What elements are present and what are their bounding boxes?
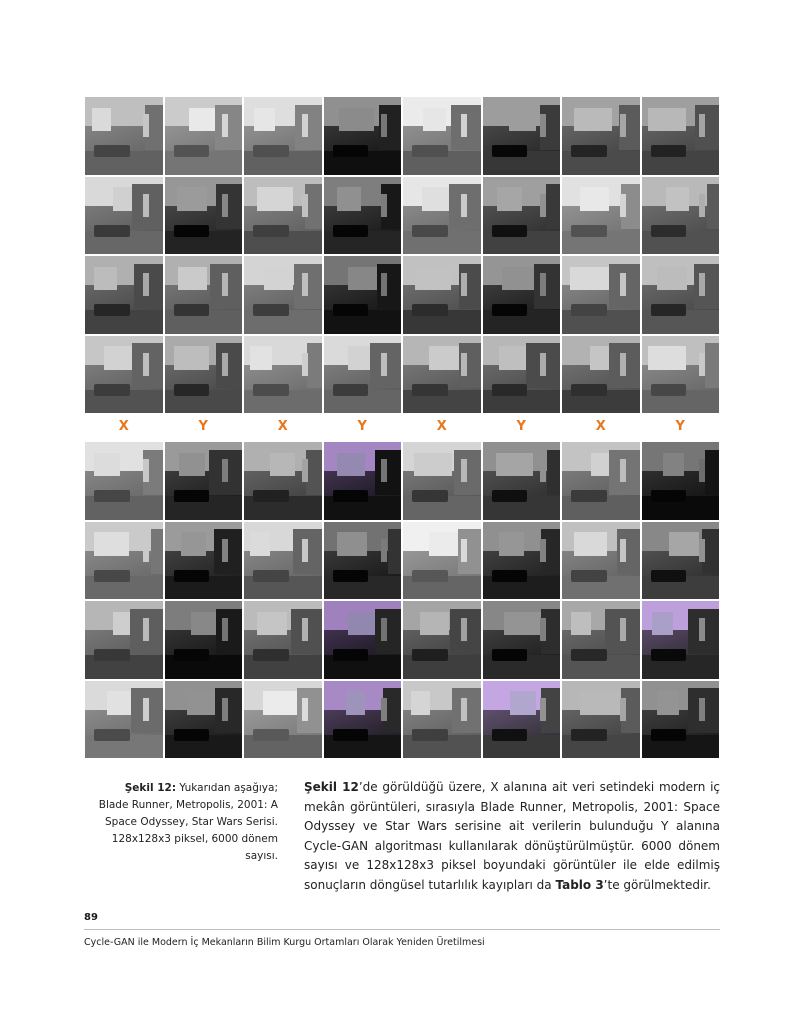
figure-photo (84, 96, 164, 176)
column-label: Y (516, 419, 526, 434)
figure-photo (641, 521, 721, 601)
figure-photo (482, 96, 562, 176)
caption-text: Yukarıdan aşağıya; Blade Runner, Metropolis, 2001: A Space Odyssey, Star Wars Serisi. 128x128x3 piksel, 6000 dönem sayısı. (98, 782, 278, 862)
figure-photo (561, 521, 641, 601)
figure-photo (84, 521, 164, 601)
figure-photo (561, 255, 641, 335)
figure-photo (164, 335, 244, 415)
body-paragraph (304, 778, 720, 895)
figure-photo (323, 441, 403, 521)
figure-photo (164, 441, 244, 521)
figure-photo (641, 255, 721, 335)
figure-photo (402, 600, 482, 680)
figure-photo (243, 176, 323, 256)
figure-photo (323, 521, 403, 601)
figure-photo (402, 521, 482, 601)
column-label: Y (357, 419, 367, 434)
figure-caption (96, 780, 278, 865)
figure-photo (243, 521, 323, 601)
figure-photo (641, 96, 721, 176)
column-label: Y (198, 419, 208, 434)
column-label: X (595, 419, 606, 434)
figure-photo (323, 680, 403, 760)
column-label: Y (675, 419, 685, 434)
figure-photo (84, 335, 164, 415)
figure-photo (402, 680, 482, 760)
figure-photo (243, 441, 323, 521)
figure-photo (84, 600, 164, 680)
figure-photo (482, 600, 562, 680)
figure-photo (561, 96, 641, 176)
column-label: X (118, 419, 129, 434)
figure-photo (323, 255, 403, 335)
figure-photo (482, 335, 562, 415)
figure-photo (402, 96, 482, 176)
figure-photo (482, 680, 562, 760)
figure-photo (164, 521, 244, 601)
figure-photo (164, 96, 244, 176)
table-reference: Tablo 3 (555, 877, 604, 892)
figure-photo (323, 335, 403, 415)
paragraph-text-end: ’te görülmektedir. (603, 877, 711, 892)
figure-photo (402, 255, 482, 335)
column-label: X (436, 419, 447, 434)
figure-photo (323, 176, 403, 256)
figure-photo (84, 255, 164, 335)
figure-grid-bottom (84, 441, 720, 759)
figure-photo (164, 176, 244, 256)
figure-photo (561, 335, 641, 415)
paragraph-text: ’de görüldüğü üzere, X alanına ait veri setindeki modern iç mekân görüntüleri, sırasıyla Blade Runner, Metropolis, 2001: Space Odyssey ve Star Wars serisine ait verilerin bulunduğu Y alanına Cycle-GAN algoritması kullanılarak dönüştürülmüştür. 6000 dönem sayısı ve 128x128x3 piksel boyundaki görüntüler ile elde edilmiş sonuçların döngüsel tutarlılık kayıpları da (304, 780, 720, 892)
figure-photo (243, 600, 323, 680)
figure-photo (164, 255, 244, 335)
figure-photo (482, 176, 562, 256)
figure-photo (402, 441, 482, 521)
figure-photo (323, 96, 403, 176)
figure-photo (561, 600, 641, 680)
figure-photo (84, 680, 164, 760)
figure-photo (402, 176, 482, 256)
figure-photo (243, 255, 323, 335)
figure-photo (164, 600, 244, 680)
figure-photo (402, 335, 482, 415)
column-label: X (277, 419, 288, 434)
figure-photo (641, 335, 721, 415)
figure-photo (561, 680, 641, 760)
figure-photo (482, 255, 562, 335)
figure-photo (482, 521, 562, 601)
figure-photo (84, 441, 164, 521)
figure-reference: Şekil 12 (304, 780, 359, 794)
figure-photo (641, 600, 721, 680)
footer-rule (84, 929, 720, 930)
figure-photo (243, 680, 323, 760)
figure-photo (482, 441, 562, 521)
figure-photo (84, 176, 164, 256)
column-labels (84, 419, 720, 434)
page-number: 89 (84, 912, 98, 923)
figure-photo (561, 176, 641, 256)
figure-photo (641, 176, 721, 256)
caption-label: Şekil 12: (124, 782, 177, 794)
figure-photo (164, 680, 244, 760)
figure-photo (561, 441, 641, 521)
figure-grid-top (84, 96, 720, 414)
figure-photo (323, 600, 403, 680)
running-title: Cycle-GAN ile Modern İç Mekanların Bilim Kurgu Ortamları Olarak Yeniden Üretilmesi (84, 937, 485, 948)
figure-photo (243, 96, 323, 176)
figure-photo (243, 335, 323, 415)
figure-photo (641, 680, 721, 760)
figure-photo (641, 441, 721, 521)
